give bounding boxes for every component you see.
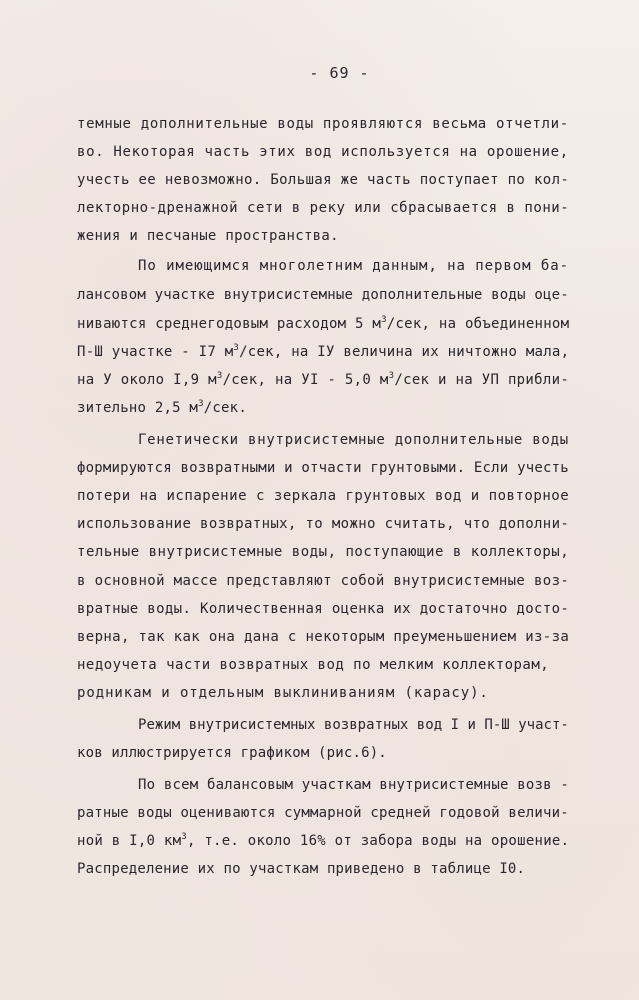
text-line: ков иллюстрируется графиком (рис.6). <box>77 745 387 761</box>
text-line: потери на испарение с зеркала грунтовых вод и повторное <box>77 488 570 504</box>
text-line: Генетически внутрисистемные дополнительные воды <box>138 432 569 448</box>
text-line: в основной массе представляют собой внутрисистемные воз- <box>77 573 570 589</box>
text-segment: , т.е. около 16% от забора воды на орошение. <box>186 833 570 849</box>
text-segment: ниваются среднегодовым расходом 5 м <box>77 316 382 332</box>
text-segment: на У около I,9 м <box>77 372 217 388</box>
text-segment: /сек, на IУ величина их ничтожно мала, <box>239 344 570 360</box>
text-line <box>77 832 569 850</box>
text-line: темные дополнительные воды проявляются весьма отчетли- <box>77 116 569 132</box>
superscript: 3 <box>388 371 395 381</box>
text-line: жения и песчаные пространства. <box>77 228 339 244</box>
text-line: лансовом участке внутрисистемные дополнительные воды оце- <box>77 287 569 303</box>
superscript: 3 <box>233 343 240 353</box>
text-line: недоучета части возвратных вод по мелким коллекторам, <box>77 657 550 673</box>
text-segment: зительно 2,5 м <box>77 400 199 416</box>
text-line <box>77 315 569 333</box>
superscript: 3 <box>216 371 223 381</box>
text-segment: /сек и на УП прибли- <box>394 372 570 388</box>
text-segment: /сек, на УI - 5,0 м <box>222 372 389 388</box>
text-line: По всем балансовым участкам внутрисистемные возв - <box>138 777 569 793</box>
text-line: формируются возвратными и отчасти грунтовыми. Если учесть <box>77 460 569 476</box>
text-line: Распределение их по участкам приведено в таблице I0. <box>77 861 526 877</box>
text-line: тельные внутрисистемные воды, поступающие в коллекторы, <box>77 544 570 560</box>
text-segment: ной в I,0 км <box>77 833 182 849</box>
text-line: Режим внутрисистемных возвратных вод I и П-Ш участ- <box>138 717 569 733</box>
text-line: верна, так как она дана с некоторым преуменьшением из-за <box>77 629 570 645</box>
text-line <box>77 399 247 417</box>
text-line: вратные воды. Количественная оценка их достаточно досто- <box>77 601 570 617</box>
text-line: лекторно-дренажной сети в реку или сбрасывается в пони- <box>77 200 570 216</box>
text-segment: /сек. <box>203 400 247 416</box>
superscript: 3 <box>198 399 204 409</box>
text-segment: /сек, на объединенном <box>386 316 570 332</box>
page-number: - 69 - <box>309 64 370 82</box>
text-line: учесть ее невозможно. Большая же часть поступает по кол- <box>77 172 570 188</box>
text-line: во. Некоторая часть этих вод используется на орошение, <box>77 144 569 160</box>
text-line: использование возвратных, то можно считать, что дополни- <box>77 516 570 532</box>
text-line <box>77 343 569 361</box>
text-line: По имеющимся многолетним данным, на первом ба- <box>138 258 569 274</box>
superscript: 3 <box>381 315 387 325</box>
text-line: ратные воды оцениваются суммарной средней годовой величи- <box>77 805 569 821</box>
superscript: 3 <box>181 832 187 842</box>
text-line <box>77 371 569 389</box>
text-line: родникам и отдельным выклиниваниям (карасу). <box>77 685 489 701</box>
text-segment: П-Ш участке - I7 м <box>77 344 234 360</box>
